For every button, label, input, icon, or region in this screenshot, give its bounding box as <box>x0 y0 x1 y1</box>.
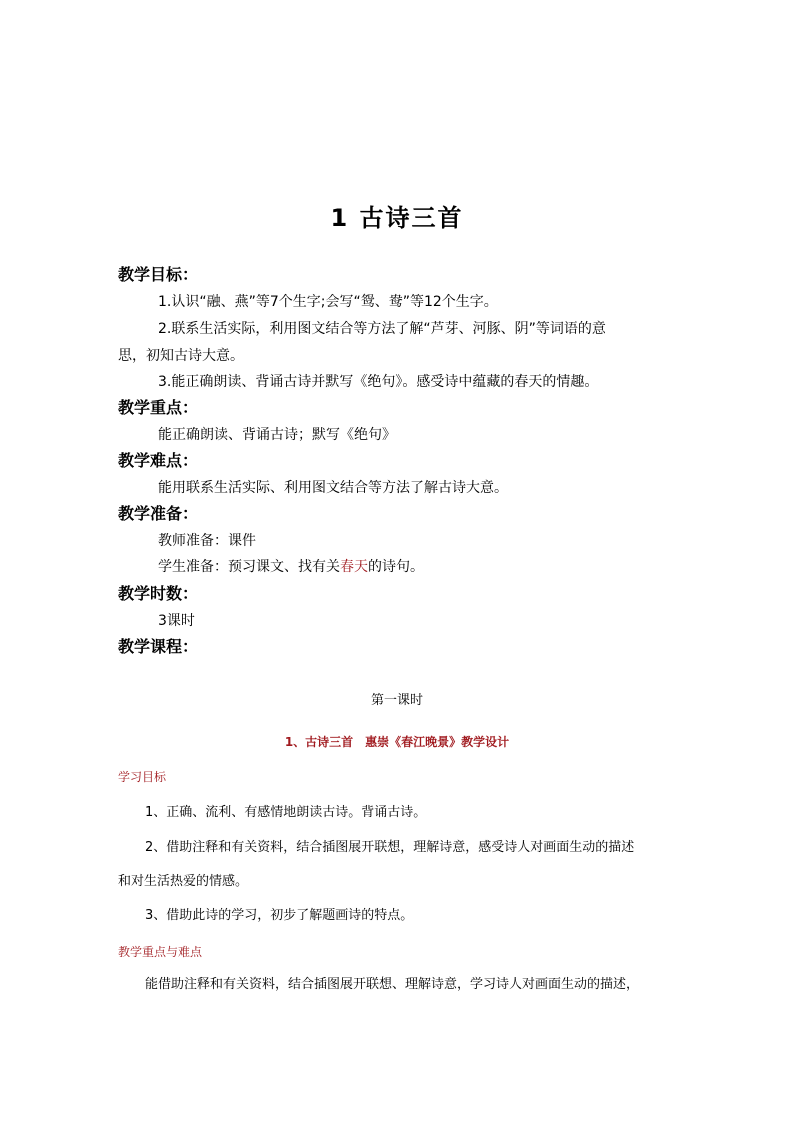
objective-item-1: 1.认识“融、燕”等7个生字;会写“鸳、鸯”等12个生字。 <box>158 294 498 310</box>
objective-item-2-line-2: 思，初知古诗大意。 <box>118 348 244 364</box>
objectives-heading: 教学目标： <box>118 265 199 284</box>
learning-goal-1: 1、正确、流利、有感情地朗读古诗。背诵古诗。 <box>145 805 427 820</box>
preparation-heading: 教学准备： <box>118 504 199 523</box>
objective-item-3: 3.能正确朗读、背诵古诗并默写《绝句》。感受诗中蕴藏的春天的情趣。 <box>158 374 599 390</box>
lesson-section-title: 第一课时 <box>370 693 423 708</box>
difficulties-text: 能用联系生活实际、利用图文结合等方法了解古诗大意。 <box>158 480 508 496</box>
student-preparation-highlight: 春天 <box>340 559 368 575</box>
focus-heading: 教学重点与难点 <box>118 945 203 959</box>
learning-goals-heading: 学习目标 <box>118 770 167 784</box>
lesson-design-title: 1、古诗三首 惠崇《春江晚景》教学设计 <box>284 735 510 749</box>
focus-text: 能借助注释和有关资料，结合插图展开联想、理解诗意，学习诗人对画面生动的描述， <box>145 977 640 992</box>
student-preparation-after: 的诗句。 <box>368 559 424 575</box>
student-preparation-before: 学生准备：预习课文、找有关 <box>158 559 340 575</box>
process-heading: 教学课程： <box>118 637 199 656</box>
student-preparation <box>158 556 424 578</box>
learning-goal-2-line-1: 2、借助注释和有关资料，结合插图展开联想，理解诗意，感受诗人对画面生动的描述 <box>145 840 635 855</box>
objective-item-2-line-1: 2.联系生活实际，利用图文结合等方法了解“芦芽、河豚、阴”等词语的意 <box>158 321 606 337</box>
key-points-heading: 教学重点： <box>118 398 199 417</box>
hours-heading: 教学时数： <box>118 584 199 603</box>
teacher-preparation: 教师准备：课件 <box>158 533 256 549</box>
learning-goal-3: 3、借助此诗的学习，初步了解题画诗的特点。 <box>145 908 414 923</box>
hours-text: 3课时 <box>158 613 195 629</box>
document-title: 1 古诗三首 <box>330 204 464 232</box>
key-points-text: 能正确朗读、背诵古诗；默写《绝句》 <box>158 427 396 443</box>
learning-goal-2-line-2: 和对生活热爱的情感。 <box>118 874 249 889</box>
difficulties-heading: 教学难点： <box>118 451 199 470</box>
